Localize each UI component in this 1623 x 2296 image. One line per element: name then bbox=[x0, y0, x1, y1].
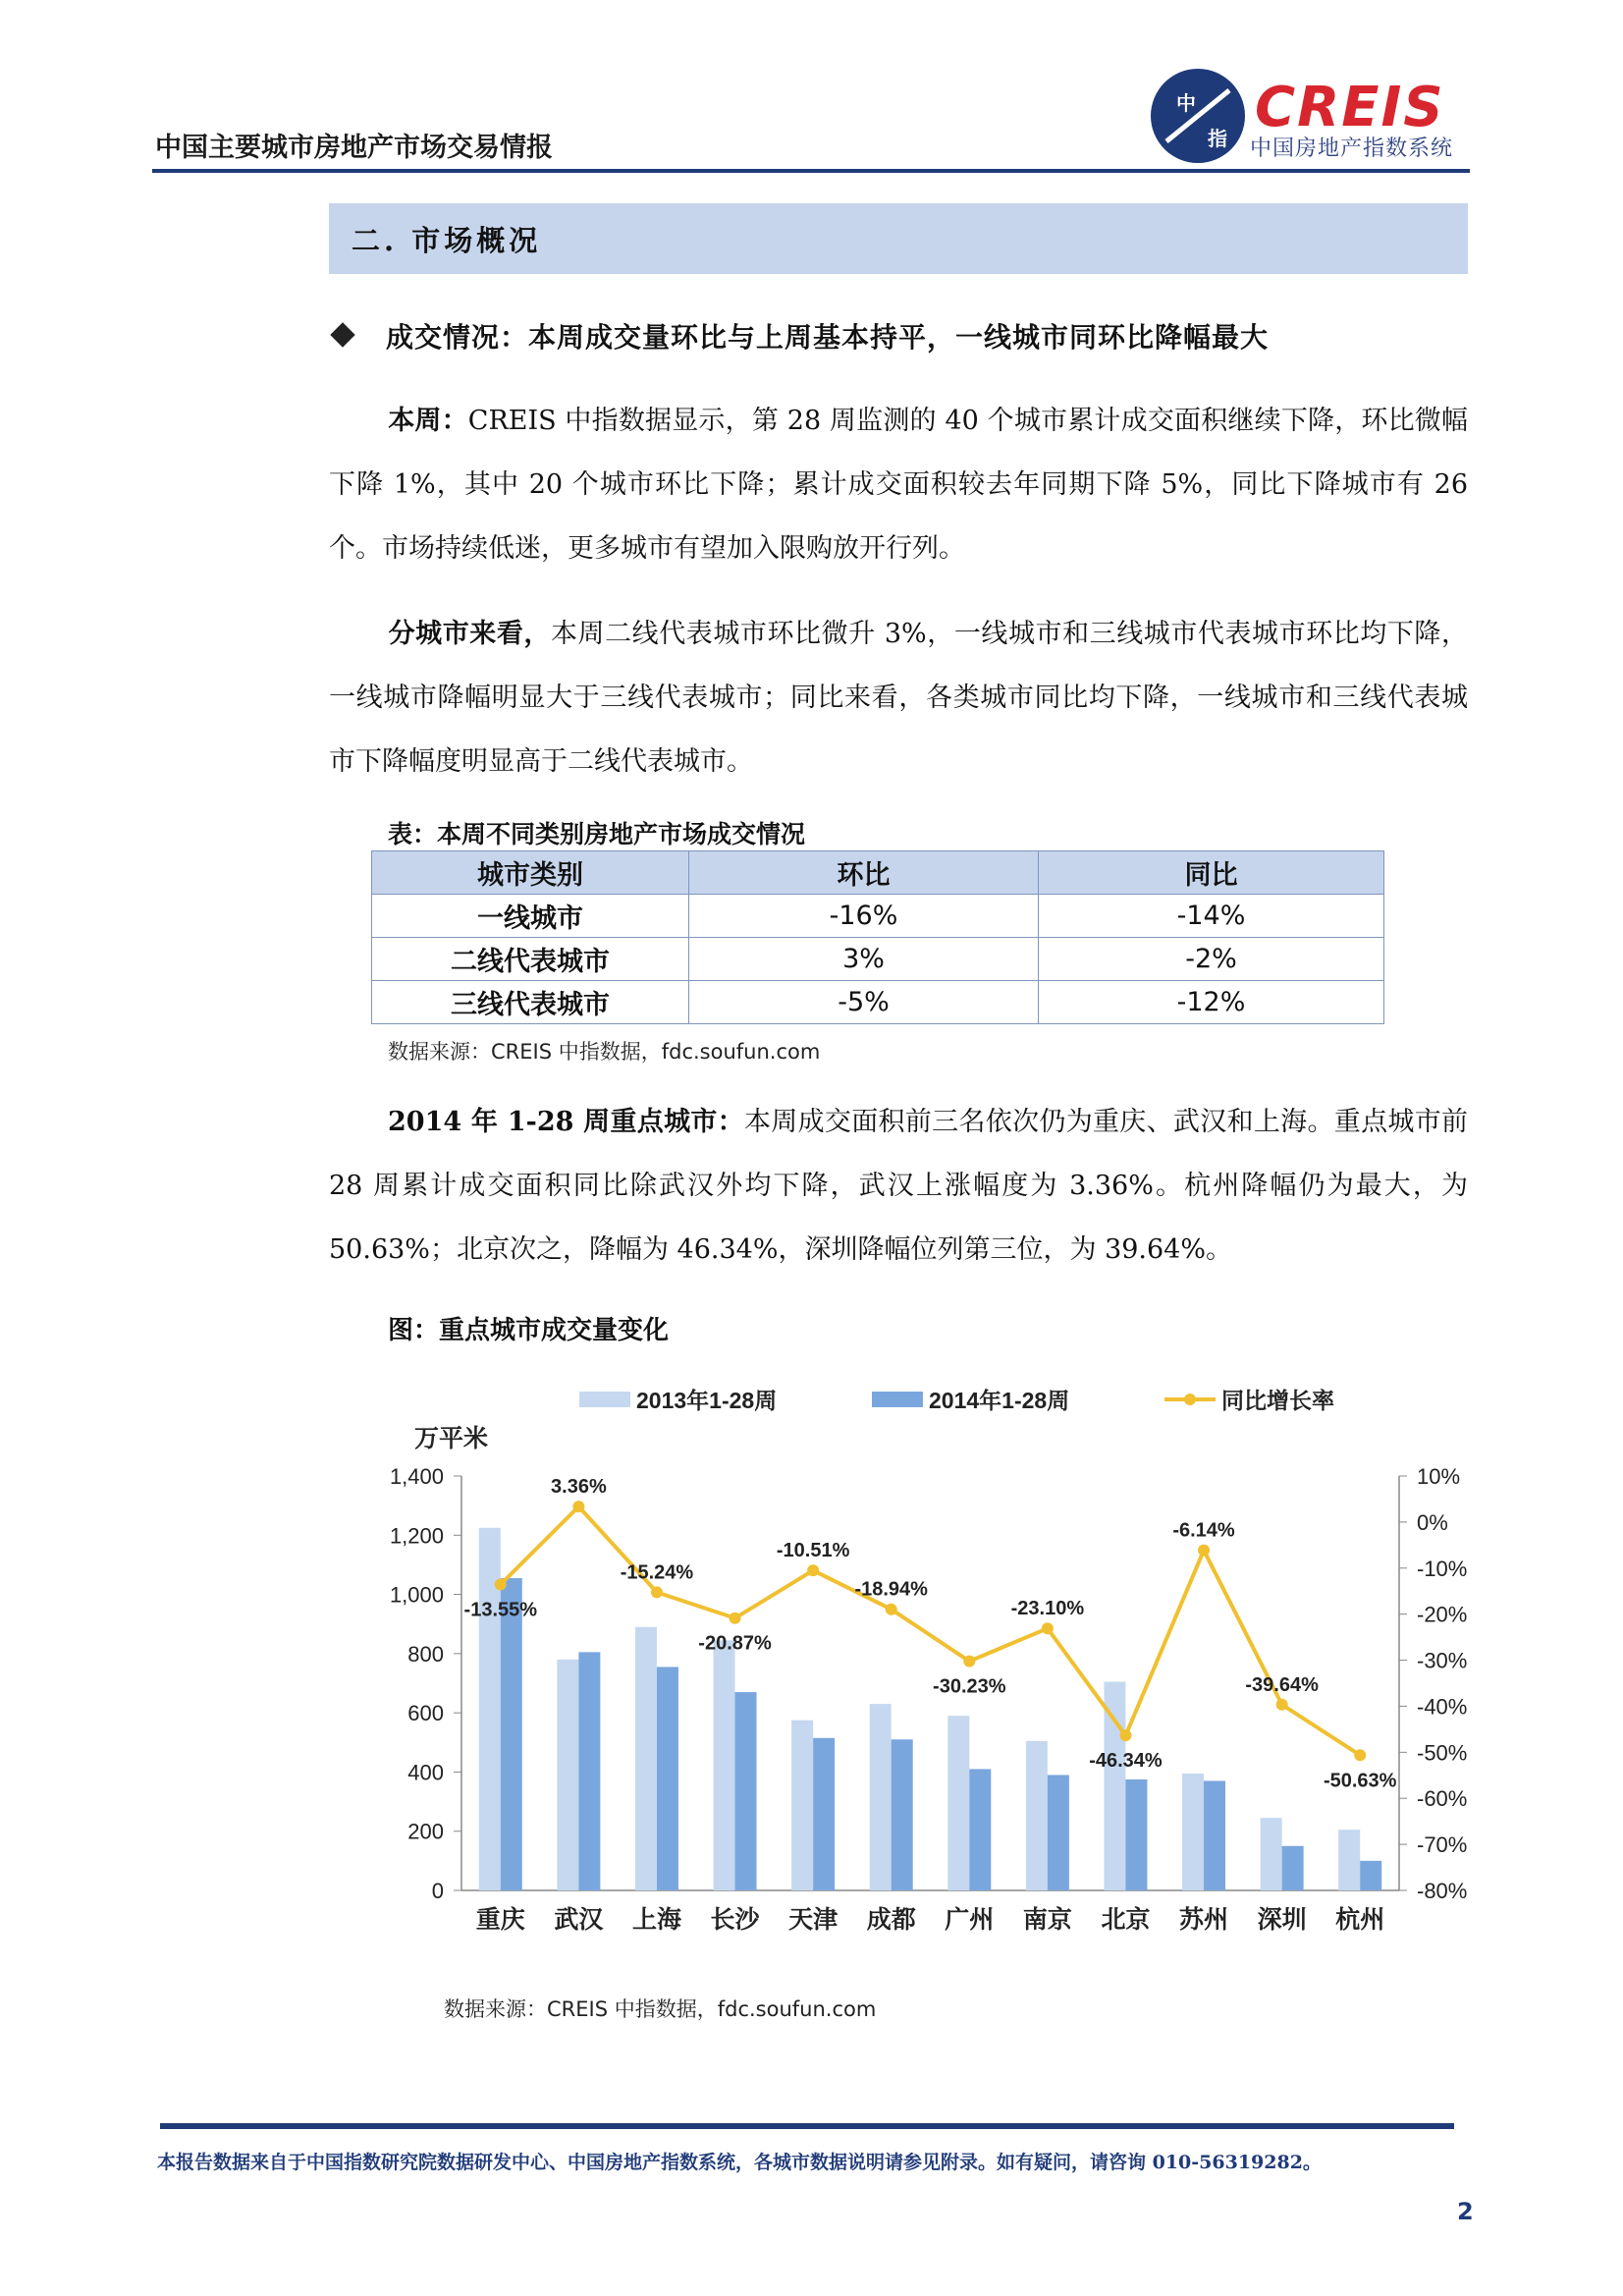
header-divider bbox=[152, 169, 1470, 173]
y-tick-label: 0 bbox=[431, 1879, 444, 1903]
table-cell: 一线城市 bbox=[372, 895, 689, 938]
table-row bbox=[372, 981, 1384, 1024]
logo-seal-char-1: 中 bbox=[1176, 91, 1196, 115]
table-cell: 3% bbox=[689, 938, 1039, 981]
paragraph-key-cities bbox=[329, 1090, 1468, 1282]
bar bbox=[892, 1739, 913, 1890]
paragraph-by-city bbox=[329, 602, 1468, 793]
figure-source: 数据来源：CREIS 中指数据，fdc.soufun.com bbox=[444, 1997, 877, 2021]
bar bbox=[1338, 1830, 1360, 1890]
y-tick-label: 1,200 bbox=[389, 1523, 444, 1549]
growth-point bbox=[1198, 1545, 1210, 1557]
growth-point bbox=[1119, 1729, 1131, 1741]
logo-wordmark: CREIS bbox=[1255, 76, 1445, 139]
growth-line bbox=[501, 1506, 1360, 1755]
y2-tick-label: 10% bbox=[1417, 1464, 1461, 1489]
y2-tick-label: -60% bbox=[1417, 1786, 1468, 1812]
page-header-title: 中国主要城市房地产市场交易情报 bbox=[155, 133, 553, 163]
footer-divider bbox=[160, 2123, 1454, 2129]
legend-marker bbox=[1184, 1394, 1196, 1405]
y-axis-label: 万平米 bbox=[414, 1425, 489, 1452]
paragraph-text: 本周成交面积前三名依次仍为重庆、武汉和上海。重点城市前 28 周累计成交面积同比除武汉外均下降，武汉上涨幅度为 3.36%。杭州降幅仍为最大，为 50.63%；北京次之，降幅为 46.34%，深圳降幅位列第三位，为 39.64%。 bbox=[329, 1107, 1468, 1265]
bullet-heading: 成交情况：本周成交量环比与上周基本持平，一线城市同环比降幅最大 bbox=[386, 321, 1270, 354]
table-row bbox=[372, 895, 1384, 938]
bar bbox=[870, 1704, 892, 1890]
legend-swatch bbox=[579, 1392, 630, 1407]
x-tick-label: 北京 bbox=[1101, 1906, 1151, 1934]
x-tick-label: 广州 bbox=[945, 1906, 995, 1934]
x-tick-label: 杭州 bbox=[1335, 1906, 1385, 1934]
diamond-bullet-icon bbox=[330, 322, 354, 347]
y2-tick-label: -70% bbox=[1417, 1832, 1468, 1858]
bar bbox=[657, 1667, 678, 1890]
figure-caption: 图：重点城市成交量变化 bbox=[388, 1316, 670, 1345]
bar bbox=[578, 1652, 600, 1890]
growth-data-label: -6.14% bbox=[1172, 1519, 1235, 1542]
growth-data-label: -18.94% bbox=[854, 1578, 928, 1601]
bar bbox=[813, 1738, 835, 1890]
bar bbox=[1026, 1741, 1048, 1890]
growth-point bbox=[730, 1613, 741, 1624]
bar bbox=[1360, 1861, 1381, 1890]
x-tick-label: 重庆 bbox=[475, 1906, 525, 1934]
growth-point bbox=[1042, 1622, 1054, 1634]
growth-point bbox=[1276, 1699, 1288, 1711]
bar bbox=[714, 1640, 735, 1890]
x-tick-label: 成都 bbox=[866, 1906, 916, 1934]
y-tick-label: 200 bbox=[407, 1819, 444, 1844]
table-cell: 三线代表城市 bbox=[372, 981, 689, 1024]
bar bbox=[1261, 1818, 1282, 1890]
paragraph-text: 本周二线代表城市环比微升 3%，一线城市和三线城市代表城市环比均下降，一线城市降幅明显大于三线代表城市；同比来看，各类城市同比均下降，一线城市和三线代表城市下降幅度明显高于二线代表城市。 bbox=[329, 619, 1468, 777]
growth-point bbox=[572, 1501, 584, 1512]
growth-point bbox=[807, 1564, 819, 1576]
x-tick-label: 天津 bbox=[788, 1906, 839, 1934]
x-tick-label: 深圳 bbox=[1257, 1906, 1307, 1934]
x-tick-label: 武汉 bbox=[554, 1906, 604, 1934]
y2-tick-label: -30% bbox=[1417, 1648, 1468, 1673]
paragraph-lead: 2014 年 1-28 周重点城市： bbox=[388, 1107, 744, 1137]
table-header-cell: 环比 bbox=[689, 851, 1039, 895]
bar bbox=[947, 1716, 969, 1890]
y2-tick-label: 0% bbox=[1417, 1509, 1448, 1535]
table-cell: -5% bbox=[689, 981, 1039, 1024]
legend-swatch bbox=[872, 1392, 923, 1407]
growth-point bbox=[495, 1578, 507, 1590]
table-cell: 二线代表城市 bbox=[372, 938, 689, 981]
bar bbox=[1182, 1774, 1204, 1890]
x-tick-label: 南京 bbox=[1022, 1906, 1072, 1934]
table-cell: -16% bbox=[689, 895, 1039, 938]
table-header-cell: 同比 bbox=[1039, 851, 1384, 895]
growth-data-label: -15.24% bbox=[620, 1561, 694, 1584]
legend-label: 同比增长率 bbox=[1221, 1388, 1334, 1413]
bar bbox=[501, 1578, 522, 1890]
y2-tick-label: -20% bbox=[1417, 1602, 1468, 1627]
bar bbox=[1204, 1780, 1225, 1890]
growth-data-label: -13.55% bbox=[463, 1599, 538, 1621]
table-header-cell: 城市类别 bbox=[372, 851, 689, 895]
y-tick-label: 1,400 bbox=[389, 1464, 444, 1489]
growth-point bbox=[1354, 1749, 1366, 1761]
paragraph-this-week bbox=[329, 389, 1468, 580]
paragraph-lead: 本周： bbox=[388, 406, 468, 436]
paragraph-text: CREIS 中指数据显示，第 28 周监测的 40 个城市累计成交面积继续下降，环比微幅下降 1%，其中 20 个城市环比下降；累计成交面积较去年同期下降 5%，同比下降城市有 26 个。市场持续低迷，更多城市有望加入限购放开行列。 bbox=[329, 406, 1469, 564]
bar bbox=[1125, 1779, 1147, 1890]
logo-subtitle: 中国房地产指数系统 bbox=[1250, 137, 1454, 161]
logo-seal-char-2: 指 bbox=[1208, 127, 1227, 150]
growth-point bbox=[886, 1604, 897, 1615]
bar bbox=[1282, 1846, 1304, 1890]
table-cell: -14% bbox=[1039, 895, 1384, 938]
y2-tick-label: -10% bbox=[1417, 1556, 1468, 1581]
x-tick-label: 苏州 bbox=[1179, 1906, 1229, 1934]
section-title: 二. 市场概况 bbox=[352, 224, 542, 257]
bar bbox=[1048, 1775, 1069, 1890]
x-tick-label: 上海 bbox=[631, 1906, 681, 1934]
bar bbox=[635, 1627, 657, 1890]
bar bbox=[735, 1692, 757, 1890]
y-tick-label: 400 bbox=[407, 1760, 444, 1785]
table-cell: -12% bbox=[1039, 981, 1384, 1024]
market-table bbox=[371, 850, 1384, 1024]
table-source: 数据来源：CREIS 中指数据，fdc.soufun.com bbox=[388, 1040, 821, 1064]
growth-data-label: 3.36% bbox=[551, 1476, 607, 1499]
legend-label: 2014年1-28周 bbox=[929, 1388, 1070, 1413]
growth-data-label: -46.34% bbox=[1089, 1750, 1163, 1773]
y2-tick-label: -50% bbox=[1417, 1740, 1468, 1766]
y-tick-label: 600 bbox=[407, 1701, 444, 1726]
growth-data-label: -20.87% bbox=[698, 1632, 772, 1655]
table-caption: 表：本周不同类别房地产市场成交情况 bbox=[388, 820, 806, 848]
footer-note: 本报告数据来自于中国指数研究院数据研发中心、中国房地产指数系统，各城市数据说明请参见附录。如有疑问，请咨询 010-56319282。 bbox=[157, 2152, 1322, 2173]
table-header-row bbox=[372, 851, 1384, 895]
growth-data-label: -23.10% bbox=[1010, 1598, 1085, 1620]
legend-label: 2013年1-28周 bbox=[636, 1388, 778, 1413]
table-row bbox=[372, 938, 1384, 981]
table-cell: -2% bbox=[1039, 938, 1384, 981]
growth-point bbox=[963, 1656, 975, 1667]
growth-data-label: -10.51% bbox=[776, 1540, 850, 1562]
bar bbox=[557, 1660, 578, 1890]
growth-data-label: -50.63% bbox=[1323, 1770, 1397, 1792]
growth-point bbox=[651, 1586, 663, 1598]
y2-tick-label: -40% bbox=[1417, 1694, 1468, 1720]
key-cities-chart bbox=[353, 1370, 1492, 1959]
growth-data-label: -39.64% bbox=[1245, 1673, 1319, 1696]
growth-data-label: -30.23% bbox=[933, 1675, 1006, 1698]
bar bbox=[969, 1769, 991, 1890]
page-number: 2 bbox=[1457, 2198, 1474, 2225]
y-tick-label: 800 bbox=[407, 1641, 444, 1667]
x-tick-label: 长沙 bbox=[710, 1906, 760, 1934]
y2-tick-label: -80% bbox=[1417, 1879, 1468, 1903]
bar bbox=[791, 1721, 813, 1890]
paragraph-lead: 分城市来看， bbox=[388, 619, 551, 649]
y-tick-label: 1,000 bbox=[389, 1582, 444, 1608]
